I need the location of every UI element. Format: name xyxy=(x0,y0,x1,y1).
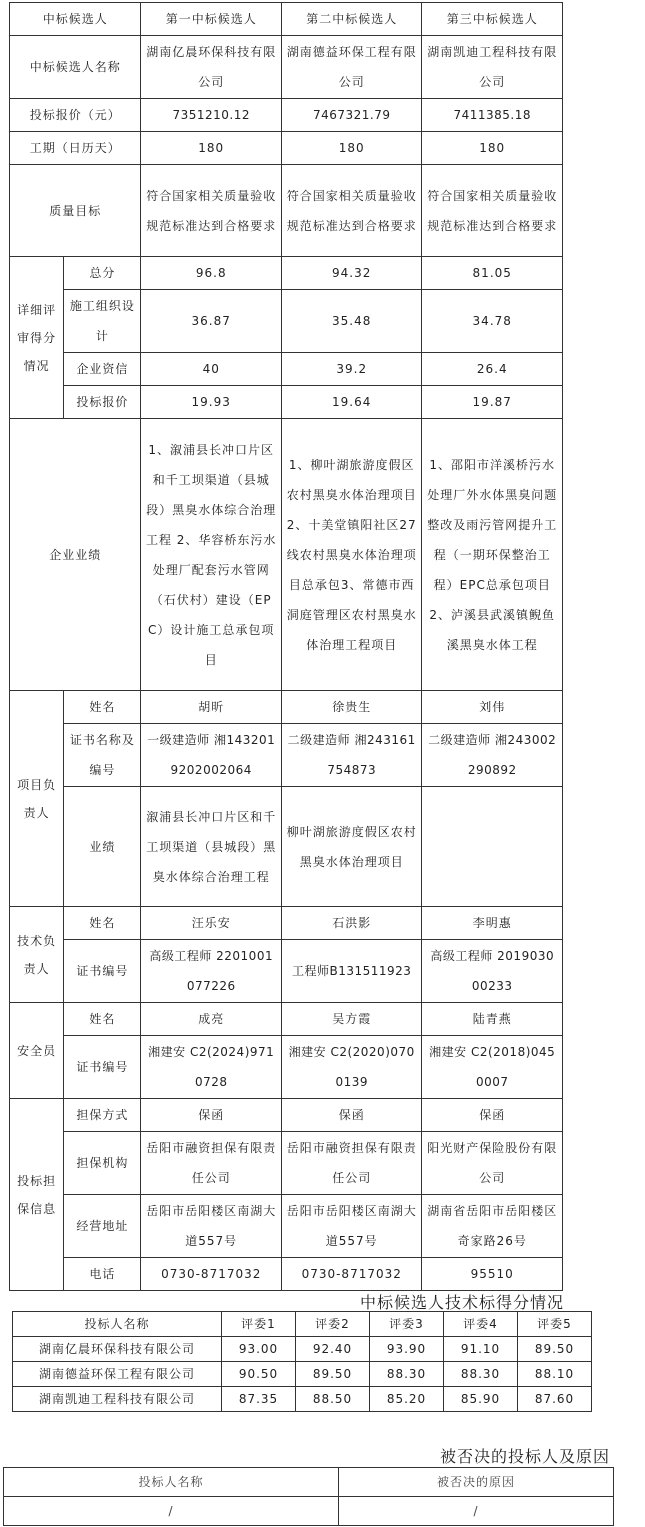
guarantee-method-third: 保函 xyxy=(422,1099,563,1132)
candidates-table xyxy=(9,2,563,1291)
guarantee-org-third: 阳光财产保险股份有限公司 xyxy=(422,1132,563,1195)
tech-score-bidder: 湖南凯迪工程科技有限公司 xyxy=(13,1387,222,1412)
tech-group-label: 技术负责人 xyxy=(10,907,64,1003)
pm-cert-row xyxy=(10,724,563,787)
pm-group-label: 项目负责人 xyxy=(10,691,64,907)
tech-score-cell: 91.10 xyxy=(444,1337,518,1362)
rejected-bidder: / xyxy=(4,1497,339,1526)
tech-score-cell: 89.50 xyxy=(518,1337,592,1362)
guarantee-group-label: 投标担保信息 xyxy=(10,1099,64,1291)
table-row xyxy=(13,1337,592,1362)
tech-score-cell: 93.00 xyxy=(222,1337,296,1362)
performance-first: 1、溆浦县长冲口片区和千工坝渠道（县城段）黑臭水体综合治理工程 2、华容桥东污水处理厂配套污水管网（石伏村）建设（EPC）设计施工总承包项目 xyxy=(141,419,282,691)
guarantee-addr-label: 经营地址 xyxy=(64,1195,141,1258)
quality-row xyxy=(10,165,563,257)
tech-score-cell: 92.40 xyxy=(296,1337,370,1362)
performance-second: 1、柳叶湖旅游度假区农村黑臭水体治理项目 2、十美堂镇阳社区27线农村黑臭水体治理项目总承包3、常德市西洞庭管理区农村黑臭水体治理工程项目 xyxy=(281,419,422,691)
period-second: 180 xyxy=(281,132,422,165)
name-row xyxy=(10,36,563,99)
rejected-header-name: 投标人名称 xyxy=(4,1468,339,1497)
score-qual-third: 26.4 xyxy=(422,353,563,386)
score-qual-row xyxy=(10,353,563,386)
guarantee-method-first: 保函 xyxy=(141,1099,282,1132)
rejected-title: 被否决的投标人及原因 xyxy=(440,1447,611,1466)
score-bid-second: 19.64 xyxy=(281,386,422,419)
tech-score-header-judge4: 评委4 xyxy=(444,1312,518,1337)
tech-name-label: 姓名 xyxy=(64,907,141,940)
score-group-label: 详细评审得分情况 xyxy=(10,257,64,419)
score-org-third: 34.78 xyxy=(422,290,563,353)
name-second: 湖南德益环保工程有限公司 xyxy=(281,36,422,99)
score-org-second: 35.48 xyxy=(281,290,422,353)
tech-score-cell: 87.35 xyxy=(222,1387,296,1412)
score-org-row xyxy=(10,290,563,353)
score-bid-first: 19.93 xyxy=(141,386,282,419)
score-total-third: 81.05 xyxy=(422,257,563,290)
rejected-header-row xyxy=(4,1468,614,1497)
pm-cert-third: 二级建造师 湘243002290892 xyxy=(422,724,563,787)
pm-cert-second: 二级建造师 湘243161754873 xyxy=(281,724,422,787)
tech-cert-row xyxy=(10,940,563,1003)
pm-name-second: 徐贵生 xyxy=(281,691,422,724)
name-first: 湖南亿晨环保科技有限公司 xyxy=(141,36,282,99)
tech-score-cell: 85.90 xyxy=(444,1387,518,1412)
tech-score-header-name: 投标人名称 xyxy=(13,1312,222,1337)
guarantee-addr-second: 岳阳市岳阳楼区南湖大道557号 xyxy=(281,1195,422,1258)
tech-score-cell: 85.20 xyxy=(370,1387,444,1412)
tech-name-first: 汪乐安 xyxy=(141,907,282,940)
score-total-second: 94.32 xyxy=(281,257,422,290)
guarantee-org-label: 担保机构 xyxy=(64,1132,141,1195)
guarantee-org-first: 岳阳市融资担保有限责任公司 xyxy=(141,1132,282,1195)
score-org-first: 36.87 xyxy=(141,290,282,353)
safety-name-third: 陆青燕 xyxy=(422,1003,563,1036)
name-third: 湖南凯迪工程科技有限公司 xyxy=(422,36,563,99)
price-label: 投标报价（元） xyxy=(10,99,141,132)
score-bid-row xyxy=(10,386,563,419)
tech-score-header-judge5: 评委5 xyxy=(518,1312,592,1337)
quality-third: 符合国家相关质量验收规范标准达到合格要求 xyxy=(422,165,563,257)
guarantee-phone-row xyxy=(10,1258,563,1291)
tech-score-bidder: 湖南德益环保工程有限公司 xyxy=(13,1362,222,1387)
tech-score-header-judge3: 评委3 xyxy=(370,1312,444,1337)
pm-cert-label: 证书名称及编号 xyxy=(64,724,141,787)
safety-cert-first: 湘建安 C2(2024)9710728 xyxy=(141,1036,282,1099)
score-total-row xyxy=(10,257,563,290)
guarantee-phone-label: 电话 xyxy=(64,1258,141,1291)
guarantee-phone-third: 95510 xyxy=(422,1258,563,1291)
tech-score-cell: 88.50 xyxy=(296,1387,370,1412)
tech-score-cell: 89.50 xyxy=(296,1362,370,1387)
quality-first: 符合国家相关质量验收规范标准达到合格要求 xyxy=(141,165,282,257)
pm-perf-first: 溆浦县长冲口片区和千工坝渠道（县城段）黑臭水体综合治理工程 xyxy=(141,787,282,907)
tech-score-header-judge1: 评委1 xyxy=(222,1312,296,1337)
guarantee-phone-first: 0730-8717032 xyxy=(141,1258,282,1291)
header-label: 中标候选人 xyxy=(10,3,141,36)
pm-name-label: 姓名 xyxy=(64,691,141,724)
guarantee-method-label: 担保方式 xyxy=(64,1099,141,1132)
quality-label: 质量目标 xyxy=(10,165,141,257)
header-row xyxy=(10,3,563,36)
score-qual-label: 企业资信 xyxy=(64,353,141,386)
period-row xyxy=(10,132,563,165)
guarantee-org-second: 岳阳市融资担保有限责任公司 xyxy=(281,1132,422,1195)
price-second: 7467321.79 xyxy=(281,99,422,132)
guarantee-addr-third: 湖南省岳阳市岳阳楼区奇家路26号 xyxy=(422,1195,563,1258)
safety-cert-second: 湘建安 C2(2020)0700139 xyxy=(281,1036,422,1099)
pm-perf-row xyxy=(10,787,563,907)
period-label: 工期（日历天） xyxy=(10,132,141,165)
safety-name-second: 吴方霞 xyxy=(281,1003,422,1036)
score-qual-second: 39.2 xyxy=(281,353,422,386)
tech-cert-label: 证书编号 xyxy=(64,940,141,1003)
tech-score-bidder: 湖南亿晨环保科技有限公司 xyxy=(13,1337,222,1362)
safety-group-label: 安全员 xyxy=(10,1003,64,1099)
header-first: 第一中标候选人 xyxy=(141,3,282,36)
pm-perf-label: 业绩 xyxy=(64,787,141,907)
guarantee-addr-row xyxy=(10,1195,563,1258)
score-qual-first: 40 xyxy=(141,353,282,386)
safety-cert-row xyxy=(10,1036,563,1099)
pm-perf-second: 柳叶湖旅游度假区农村黑臭水体治理项目 xyxy=(281,787,422,907)
tech-name-row xyxy=(10,907,563,940)
period-third: 180 xyxy=(422,132,563,165)
score-bid-third: 19.87 xyxy=(422,386,563,419)
guarantee-org-row xyxy=(10,1132,563,1195)
safety-name-first: 成亮 xyxy=(141,1003,282,1036)
tech-score-title: 中标候选人技术标得分情况 xyxy=(360,1293,565,1312)
tech-cert-first: 高级工程师 2201001077226 xyxy=(141,940,282,1003)
guarantee-phone-second: 0730-8717032 xyxy=(281,1258,422,1291)
tech-score-header-judge2: 评委2 xyxy=(296,1312,370,1337)
guarantee-method-second: 保函 xyxy=(281,1099,422,1132)
tech-score-header-row xyxy=(13,1312,592,1337)
performance-row xyxy=(10,419,563,691)
name-label: 中标候选人名称 xyxy=(10,36,141,99)
pm-name-first: 胡昕 xyxy=(141,691,282,724)
period-first: 180 xyxy=(141,132,282,165)
rejected-table xyxy=(3,1467,614,1526)
performance-third: 1、邵阳市洋溪桥污水处理厂外水体黑臭问题整改及雨污管网提升工程（一期环保整治工程）EPC总承包项目 2、泸溪县武溪镇鲵鱼溪黑臭水体工程 xyxy=(422,419,563,691)
header-third: 第三中标候选人 xyxy=(422,3,563,36)
score-total-label: 总分 xyxy=(64,257,141,290)
safety-cert-label: 证书编号 xyxy=(64,1036,141,1099)
tech-score-cell: 87.60 xyxy=(518,1387,592,1412)
table-row xyxy=(4,1497,614,1526)
pm-name-row xyxy=(10,691,563,724)
safety-name-label: 姓名 xyxy=(64,1003,141,1036)
tech-score-cell: 88.10 xyxy=(518,1362,592,1387)
guarantee-addr-first: 岳阳市岳阳楼区南湖大道557号 xyxy=(141,1195,282,1258)
tech-score-cell: 90.50 xyxy=(222,1362,296,1387)
tech-score-table xyxy=(12,1311,592,1412)
pm-name-third: 刘伟 xyxy=(422,691,563,724)
tech-score-cell: 88.30 xyxy=(444,1362,518,1387)
tech-score-cell: 88.30 xyxy=(370,1362,444,1387)
table-row xyxy=(13,1387,592,1412)
tech-cert-third: 高级工程师 201903000233 xyxy=(422,940,563,1003)
price-row xyxy=(10,99,563,132)
price-first: 7351210.12 xyxy=(141,99,282,132)
tech-score-cell: 93.90 xyxy=(370,1337,444,1362)
quality-second: 符合国家相关质量验收规范标准达到合格要求 xyxy=(281,165,422,257)
header-second: 第二中标候选人 xyxy=(281,3,422,36)
price-third: 7411385.18 xyxy=(422,99,563,132)
guarantee-method-row xyxy=(10,1099,563,1132)
safety-cert-third: 湘建安 C2(2018)0450007 xyxy=(422,1036,563,1099)
safety-name-row xyxy=(10,1003,563,1036)
pm-perf-third xyxy=(422,787,563,907)
tech-name-second: 石洪影 xyxy=(281,907,422,940)
tech-cert-second: 工程师B131511923 xyxy=(281,940,422,1003)
score-total-first: 96.8 xyxy=(141,257,282,290)
performance-label: 企业业绩 xyxy=(10,419,141,691)
tech-name-third: 李明惠 xyxy=(422,907,563,940)
rejected-reason: / xyxy=(339,1497,614,1526)
rejected-header-reason: 被否决的原因 xyxy=(339,1468,614,1497)
score-org-label: 施工组织设计 xyxy=(64,290,141,353)
score-bid-label: 投标报价 xyxy=(64,386,141,419)
pm-cert-first: 一级建造师 湘1432019202002064 xyxy=(141,724,282,787)
table-row xyxy=(13,1362,592,1387)
